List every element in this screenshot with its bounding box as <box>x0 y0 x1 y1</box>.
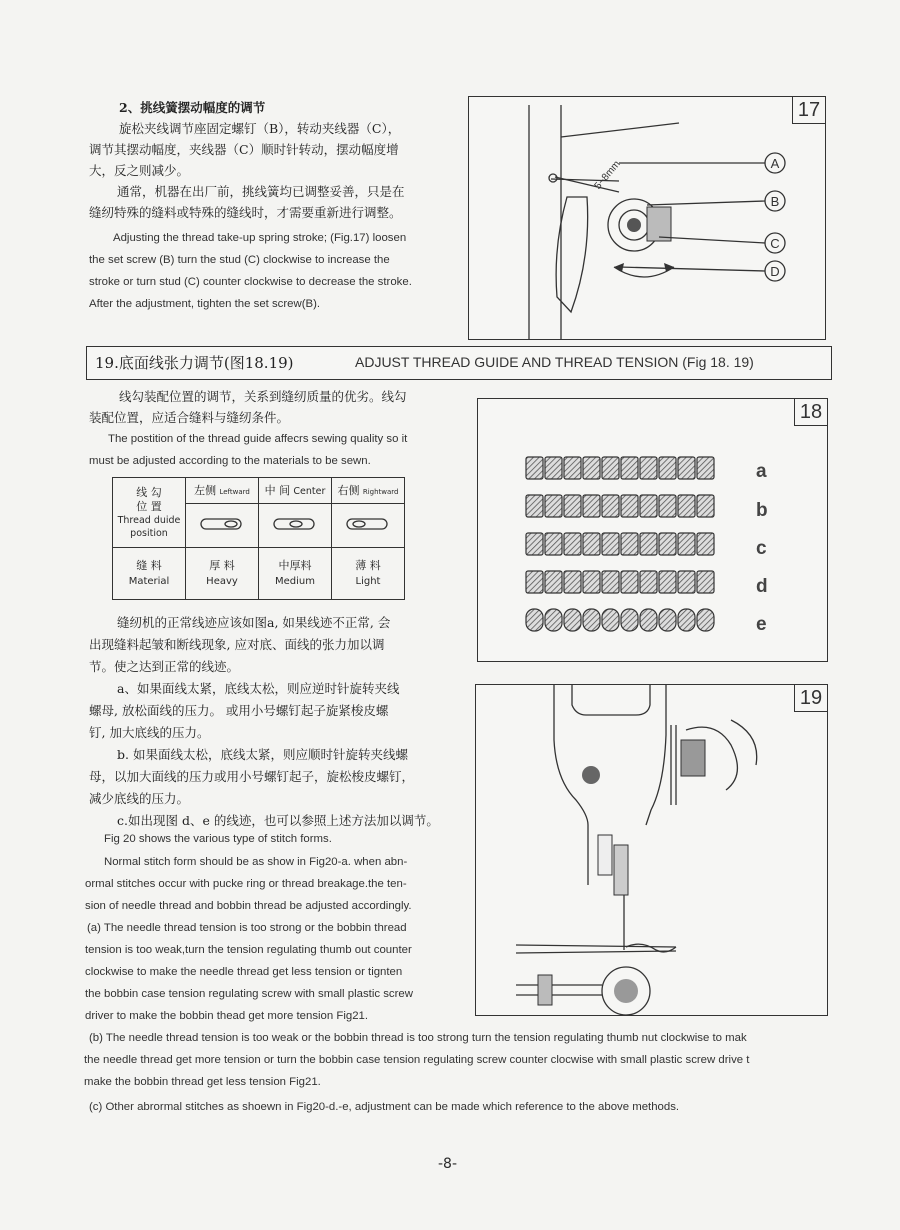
figure-18 <box>477 398 828 662</box>
material-cn: 厚 料 <box>209 558 235 572</box>
stitch-cell <box>621 495 638 517</box>
column-header-center <box>259 478 332 504</box>
material-light <box>332 548 405 600</box>
figure-number: 18 <box>794 398 828 426</box>
stitch-cell <box>697 571 714 593</box>
stitch-label-a: a <box>756 461 767 482</box>
stitch-cell <box>697 457 714 479</box>
material-medium <box>259 548 332 600</box>
stitch-cell <box>564 609 581 631</box>
col-en: Leftward <box>219 488 250 496</box>
stitch-cell <box>545 457 562 479</box>
stitch-row <box>526 609 714 631</box>
callout-a <box>765 153 785 173</box>
stitch-label-b: b <box>756 500 768 521</box>
stitch-cell <box>583 457 600 479</box>
stitch-cell <box>678 609 695 631</box>
guide-leftward-icon <box>186 504 259 548</box>
stitch-cell <box>526 495 543 517</box>
stitch-cell <box>621 609 638 631</box>
text-line: stroke or turn stud (C) counter clockwise to decrease the stroke. <box>89 276 412 288</box>
col-cn: 右侧 <box>337 484 360 497</box>
stitch-cell <box>583 533 600 555</box>
callout-label: C <box>770 236 780 251</box>
material-en: Medium <box>275 575 315 587</box>
material-en: Light <box>355 575 381 587</box>
stitch-cell <box>697 609 714 631</box>
stitch-cell <box>545 571 562 593</box>
stitch-cell <box>602 457 619 479</box>
thread-guide-table <box>112 477 405 600</box>
text-line: driver to make the bobbin thead get more tension Fig21. <box>85 1010 369 1022</box>
text-line: (a) The needle thread tension is too strong or the bobbin thread <box>87 922 407 934</box>
text-line: (c) Other abrormal stitches as shoewn in Fig20-d.-e, adjustment can be made which reference to the above methods. <box>89 1101 680 1113</box>
stitch-samples <box>478 399 827 661</box>
material-en: Heavy <box>206 575 238 587</box>
callout-d <box>765 261 785 281</box>
text-line: c.如出现图 d、e 的线迹，也可以参照上述方法加以调节。 <box>117 813 439 828</box>
stitch-cell <box>583 609 600 631</box>
text-line: After the adjustment, tighten the set screw(B). <box>89 298 321 310</box>
text-line: 母，以加大面线的压力或用小号螺钉起子，旋松梭皮螺钉， <box>89 769 415 784</box>
stitch-cell <box>602 571 619 593</box>
stitch-cell <box>564 457 581 479</box>
stitch-cell <box>678 495 695 517</box>
text-line: make the bobbin thread get less tension Fig21. <box>84 1076 321 1088</box>
stitch-cell <box>621 533 638 555</box>
stitch-label-d: d <box>756 576 768 597</box>
figure-number: 17 <box>792 96 826 124</box>
stitch-cell <box>640 457 657 479</box>
stitch-cell <box>640 571 657 593</box>
stitch-cell <box>564 495 581 517</box>
callout-label: D <box>770 264 780 279</box>
figure-19-illustration <box>476 685 827 1015</box>
text-line: 出现缝料起皱和断线现象, 应对底、面线的张力加以调 <box>89 637 385 652</box>
text-line: clockwise to make the needle thread get less tension or tignten <box>85 966 403 978</box>
stitch-cell <box>659 457 676 479</box>
text-line: Fig 20 shows the various type of stitch forms. <box>104 833 332 845</box>
stitch-row <box>526 495 714 517</box>
stitch-cell <box>564 571 581 593</box>
stitch-cell <box>564 533 581 555</box>
stitch-cell <box>526 533 543 555</box>
text-line: 装配位置，应适合缝料与缝纫条件。 <box>89 410 290 425</box>
text-line: Normal stitch form should be as show in Fig20-a. when abn- <box>104 856 408 868</box>
dimension-label: 5~8mm <box>592 158 623 192</box>
stitch-label-e: e <box>756 614 767 635</box>
text-line: 大，反之则减少。 <box>89 163 190 178</box>
callout-label: A <box>770 156 780 171</box>
material-cn: 薄 料 <box>355 558 381 572</box>
label-en: Thread duide position <box>117 514 181 539</box>
section-19-header <box>86 346 832 380</box>
stitch-row <box>526 457 714 479</box>
stitch-cell <box>659 609 676 631</box>
stitch-cell <box>602 609 619 631</box>
text-line: 线勾装配位置的调节，关系到缝纫质量的优劣。线勾 <box>119 389 407 404</box>
stitch-cell <box>602 533 619 555</box>
stitch-cell <box>583 571 600 593</box>
text-line: 螺母, 放松面线的压力。 或用小号螺钉起子旋紧梭皮螺 <box>89 703 389 718</box>
text-line: sion of needle thread and bobbin thread be adjusted accordingly. <box>85 900 412 912</box>
text-line: must be adjusted according to the materials to be sewn. <box>89 455 371 467</box>
text-line: the set screw (B) turn the stud (C) clockwise to increase the <box>89 254 390 266</box>
text-line: the bobbin case tension regulating screw with small plastic screw <box>85 988 413 1000</box>
text-line: 缝纫特殊的缝料或特殊的缝线时，才需要重新进行调整。 <box>89 205 402 220</box>
text-line: Adjusting the thread take-up spring stroke; (Fig.17) loosen <box>113 232 407 244</box>
stitch-cell <box>640 495 657 517</box>
text-line: 调节其摆动幅度，夹线器（C）顺时针转动，摆动幅度增 <box>89 142 399 157</box>
section-19-cn-title: 19.底面线张力调节(图18.19) <box>95 354 294 372</box>
material-cn: 中厚料 <box>278 558 312 572</box>
page-number: -8- <box>438 1156 458 1172</box>
material-heavy <box>186 548 259 600</box>
col-en: Center <box>293 486 326 497</box>
figure-19 <box>475 684 828 1016</box>
col-cn: 中 间 <box>264 484 291 497</box>
stitch-cell <box>659 533 676 555</box>
text-line: 旋松夹线调节座固定螺钉（B），转动夹线器（C）， <box>119 121 401 136</box>
stitch-cell <box>640 609 657 631</box>
text-line: 通常，机器在出厂前，挑线簧均已调整妥善，只是在 <box>117 184 405 199</box>
text-line: ormal stitches occur with pucke ring or thread breakage.the ten- <box>85 878 407 890</box>
label-cn: 缝 料 <box>136 558 162 572</box>
text-line: a、如果面线太紧，底线太松，则应逆时针旋转夹线 <box>117 681 400 696</box>
text-line: the needle thread get more tension or turn the bobbin case tension regulating screw counter clocwise with small plastic screw drive t <box>84 1054 750 1066</box>
text-line: 减少底线的压力。 <box>89 791 190 806</box>
figure-number: 19 <box>794 684 828 712</box>
text-line: b. 如果面线太松，底线太紧，则应顺时针旋转夹线螺 <box>117 747 408 762</box>
stitch-label-c: c <box>756 538 767 559</box>
stitch-cell <box>526 457 543 479</box>
stitch-cell <box>678 571 695 593</box>
stitch-cell <box>640 533 657 555</box>
stitch-cell <box>697 495 714 517</box>
callout-c <box>765 233 785 253</box>
text-line: 节。使之达到正常的线迹。 <box>89 659 240 674</box>
stitch-cell <box>659 571 676 593</box>
stitch-cell <box>678 457 695 479</box>
stitch-cell <box>545 495 562 517</box>
text-line: 钉, 加大底线的压力。 <box>89 725 210 740</box>
section2-title: 2、挑线簧摆动幅度的调节 <box>119 100 266 115</box>
stitch-cell <box>697 533 714 555</box>
stitch-cell <box>602 495 619 517</box>
column-header-leftward <box>186 478 259 504</box>
text-line: (b) The needle thread tension is too weak or the bobbin thread is too strong turn the tension regulating thumb nut clockwise to mak <box>89 1032 747 1044</box>
col-en: Rightward <box>362 488 399 496</box>
text-line: The postition of the thread guide affecrs sewing quality so it <box>108 433 408 445</box>
stitch-cell <box>545 609 562 631</box>
guide-center-icon <box>259 504 332 548</box>
stitch-row <box>526 571 714 593</box>
stitch-cell <box>526 609 543 631</box>
callout-label: B <box>770 194 780 209</box>
label-cn: 线 勾 位 置 <box>136 485 162 513</box>
col-cn: 左侧 <box>194 484 217 497</box>
stitch-row <box>526 533 714 555</box>
stitch-cell <box>526 571 543 593</box>
section-19-en-title: ADJUST THREAD GUIDE AND THREAD TENSION (Fig 18. 19) <box>355 354 754 370</box>
text-line: tension is too weak,turn the tension regulating thumb out counter <box>85 944 412 956</box>
stitch-cell <box>621 571 638 593</box>
callout-b <box>765 191 785 211</box>
guide-rightward-icon <box>332 504 405 548</box>
stitch-cell <box>583 495 600 517</box>
column-header-rightward <box>332 478 405 504</box>
label-en: Material <box>128 575 170 587</box>
figure-17 <box>468 96 826 340</box>
thread-guide-position-label <box>113 478 186 548</box>
figure-17-illustration <box>469 97 825 339</box>
text-line: 缝纫机的正常线迹应该如图a, 如果线迹不正常, 会 <box>117 615 391 630</box>
stitch-cell <box>659 495 676 517</box>
material-label <box>113 548 186 600</box>
stitch-cell <box>621 457 638 479</box>
stitch-cell <box>678 533 695 555</box>
stitch-cell <box>545 533 562 555</box>
